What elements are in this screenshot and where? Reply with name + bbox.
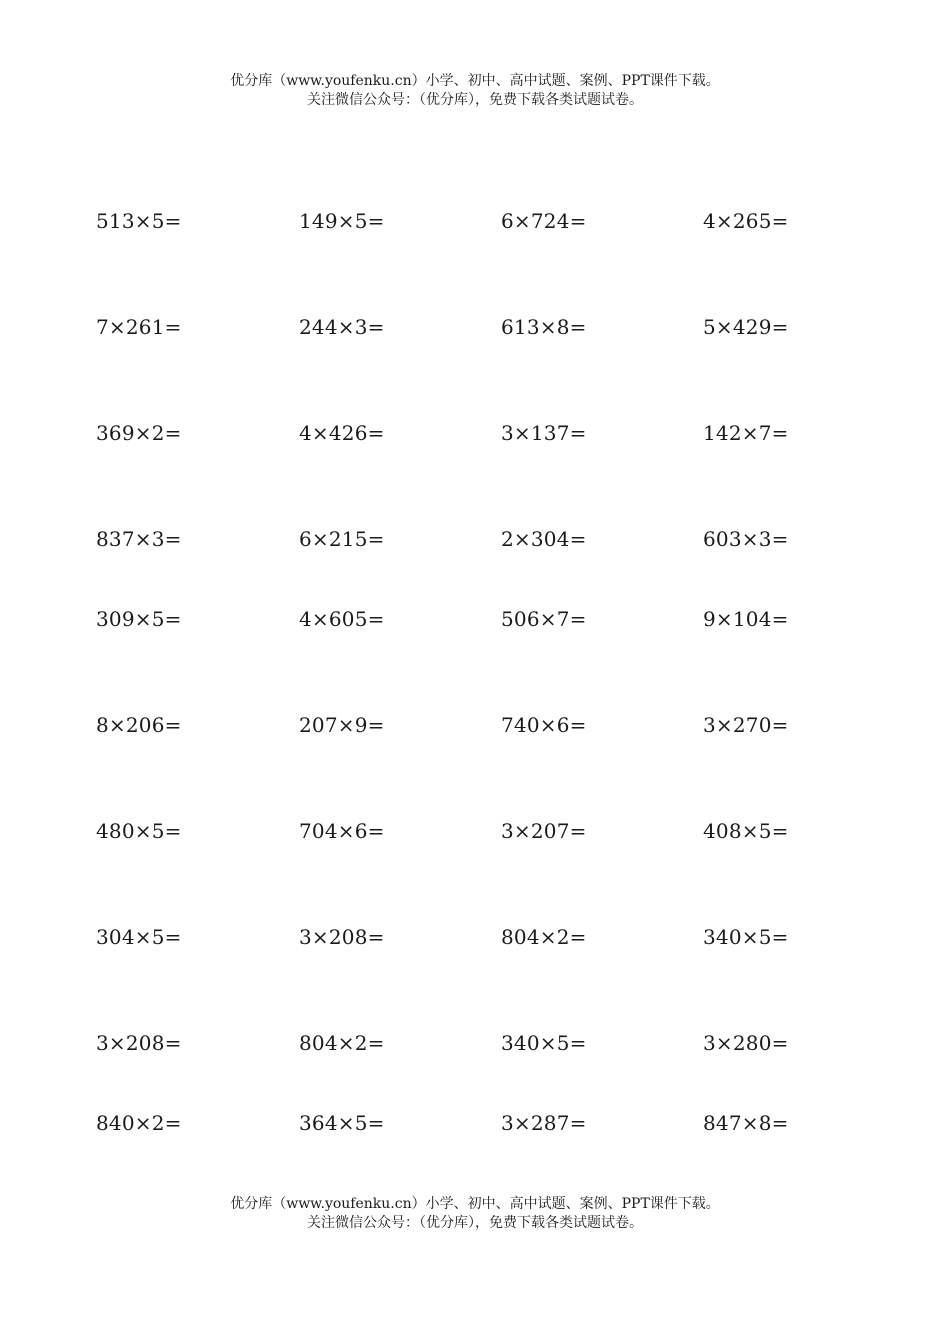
problem-item: 340×5= [501,1031,587,1055]
problem-item: 603×3= [703,527,789,551]
problem-item: 3×280= [703,1031,789,1055]
problem-item: 6×215= [299,527,385,551]
problem-item: 804×2= [299,1031,385,1055]
problem-item: 244×3= [299,315,385,339]
problem-item: 3×137= [501,421,587,445]
problem-item: 304×5= [96,925,182,949]
problem-item: 3×208= [299,925,385,949]
problem-item: 4×605= [299,607,385,631]
problem-item: 704×6= [299,819,385,843]
problem-item: 3×207= [501,819,587,843]
problem-item: 7×261= [96,315,182,339]
problem-item: 142×7= [703,421,789,445]
problem-row-2 [0,313,950,341]
problem-row-8 [0,923,950,951]
header-line-1: 优分库（www.youfenku.cn）小学、初中、高中试题、案例、PPT课件下载。 [230,73,720,89]
problem-item: 5×429= [703,315,789,339]
problem-item: 847×8= [703,1111,789,1135]
problem-item: 480×5= [96,819,182,843]
problem-item: 3×208= [96,1031,182,1055]
problem-item: 3×287= [501,1111,587,1135]
problem-row-10 [0,1109,950,1137]
footer-banner [0,1195,950,1233]
problem-item: 309×5= [96,607,182,631]
problem-row-9 [0,1029,950,1057]
problem-item: 369×2= [96,421,182,445]
problem-item: 3×270= [703,713,789,737]
problem-row-7 [0,817,950,845]
footer-line-2: 关注微信公众号：（优分库），免费下载各类试题试卷。 [307,1215,643,1231]
problem-item: 149×5= [299,209,385,233]
problem-item: 506×7= [501,607,587,631]
problem-item: 408×5= [703,819,789,843]
problem-item: 513×5= [96,209,182,233]
problem-item: 4×426= [299,421,385,445]
problem-item: 6×724= [501,209,587,233]
problem-item: 837×3= [96,527,182,551]
problem-item: 364×5= [299,1111,385,1135]
header-line-2: 关注微信公众号：（优分库），免费下载各类试题试卷。 [307,92,643,108]
problem-row-6 [0,711,950,739]
problem-item: 8×206= [96,713,182,737]
problem-item: 840×2= [96,1111,182,1135]
problem-item: 340×5= [703,925,789,949]
problem-item: 207×9= [299,713,385,737]
problem-row-3 [0,419,950,447]
problem-item: 9×104= [703,607,789,631]
header-banner [0,72,950,110]
problem-row-5 [0,605,950,633]
problem-item: 4×265= [703,209,789,233]
problem-item: 804×2= [501,925,587,949]
problem-item: 2×304= [501,527,587,551]
footer-line-1: 优分库（www.youfenku.cn）小学、初中、高中试题、案例、PPT课件下载。 [230,1196,720,1212]
problem-row-1 [0,207,950,235]
problem-item: 613×8= [501,315,587,339]
problem-item: 740×6= [501,713,587,737]
problem-row-4 [0,525,950,553]
